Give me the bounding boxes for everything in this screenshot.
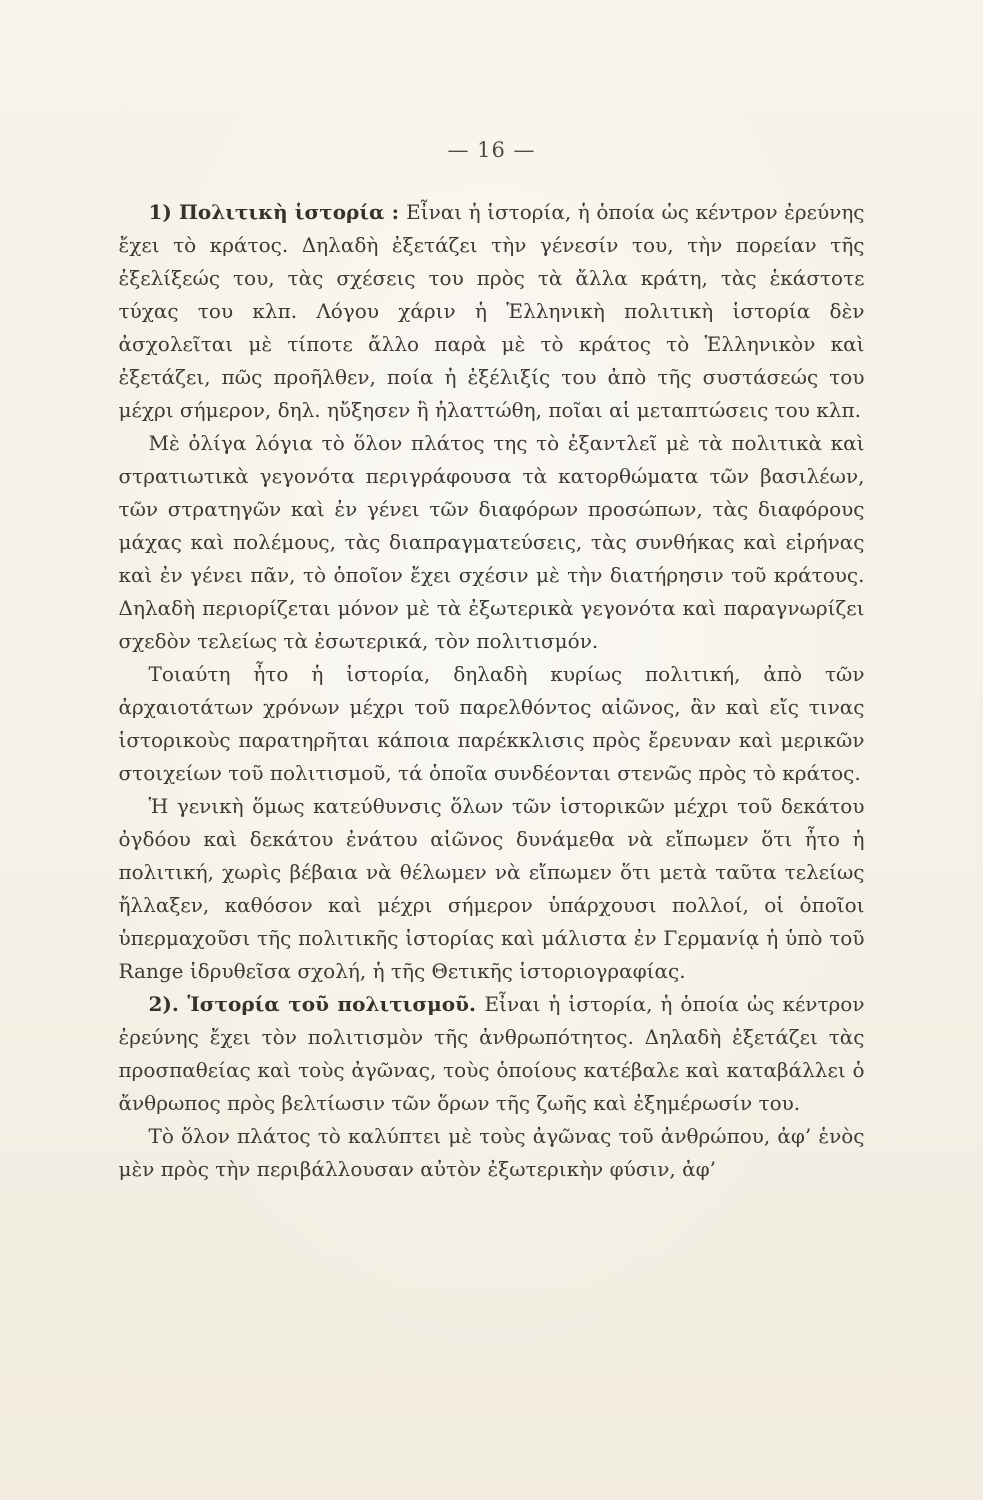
paragraph-lead: 2). Ἱστορία τοῦ πολιτισμοῦ. — [148, 992, 485, 1016]
paragraph-text: Τοιαύτη ἦτο ἡ ἱστορία, δηλαδὴ κυρίως πολιτική, ἀπὸ τῶν ἀρχαιοτάτων χρόνων μέχρι τοῦ παρελθόντος αἰῶνος, ἂν καὶ εἴς τινας ἱστορικοὺς παρατηρῆται κάποια παρέκκλισις πρὸς ἔρευναν καὶ μερικῶν στοιχείων τοῦ πολιτισμοῦ, τά ὁποῖα συνδέονται στενῶς πρὸς τὸ κράτος. — [118, 662, 865, 785]
paragraph-history-of-civilization — [119, 988, 865, 1120]
paragraph-text: Εἶναι ἡ ἱστορία, ἡ ὁποία ὡς κέντρον ἐρεύνης ἔχει τὸν πολιτισμὸν τῆς ἀνθρωπότητος. Δηλαδὴ ἐξετάζει τὰς προσπαθείας καὶ τοὺς ἀγῶνας, τοὺς ὁποίους κατέβαλε καὶ καταβάλλει ὁ ἄνθρωπος πρὸς βελτίωσιν τῶν ὅρων τῆς ζωῆς καὶ ἐξημέρωσίν του. — [118, 992, 865, 1115]
paragraph-text: Ἡ γενικὴ ὅμως κατεύθυνσις ὅλων τῶν ἱστορικῶν μέχρι τοῦ δεκάτου ὀγδόου καὶ δεκάτου ἐνάτου αἰῶνος δυνάμεθα νὰ εἴπωμεν ὅτι ἦτο ἡ πολιτική, χωρὶς βέβαια νὰ θέλωμεν νὰ εἴπωμεν ὅτι μετὰ ταῦτα τελείως ἤλλαξεν, καθόσον καὶ μέχρι σήμερον ὑπάρχουσι πολλοί, οἱ ὁποῖοι ὑπερμαχοῦσι τῆς πολιτικῆς ἱστορίας καὶ μάλιστα ἐν Γερμανίᾳ ἡ ὑπὸ τοῦ Range ἱδρυθεῖσα σχολή, ἡ τῆς Θετικῆς ἱστοριογραφίας. — [118, 794, 865, 983]
paragraph — [119, 427, 865, 658]
paragraph — [119, 790, 865, 988]
paragraph-text: Μὲ ὀλίγα λόγια τὸ ὅλον πλάτος της τὸ ἐξαντλεῖ μὲ τὰ πολιτικὰ καὶ στρατιωτικὰ γεγονότα περιγράφουσα τὰ κατορθώματα τῶν βασιλέων, τῶν στρατηγῶν καὶ ἐν γένει τῶν διαφόρων προσώπων, τὰς διαφόρους μάχας καὶ πολέμους, τὰς διαπραγματεύσεις, τὰς συνθήκας καὶ εἰρήνας καὶ ἐν γένει πᾶν, τὸ ὁποῖον ἔχει σχέσιν μὲ τὴν διατήρησιν τοῦ κράτους. Δηλαδὴ περιορίζεται μόνον μὲ τὰ ἐξωτερικὰ γεγονότα καὶ παραγνωρίζει σχεδὸν τελείως τὰ ἐσωτερικά, τὸν πολιτισμόν. — [118, 431, 865, 653]
paragraph-text: Τὸ ὅλον πλάτος τὸ καλύπτει μὲ τοὺς ἀγῶνας τοῦ ἀνθρώπου, ἀφ’ ἑνὸς μὲν πρὸς τὴν περιβάλλουσαν αὐτὸν ἐξωτερικὴν φύσιν, ἀφ’ — [118, 1124, 865, 1181]
paragraph — [119, 1120, 865, 1186]
paragraph-lead: 1) Πολιτικὴ ἱστορία : — [148, 200, 407, 224]
paragraph-political-history — [119, 196, 865, 427]
paragraph — [119, 658, 865, 790]
paragraph-text: Εἶναι ἡ ἱστορία, ἡ ὁποία ὡς κέντρον ἐρεύνης ἔχει τὸ κράτος. Δηλαδὴ ἐξετάζει τὴν γένεσίν του, τὴν πορείαν τῆς ἐξελίξεώς του, τὰς σχέσεις του πρὸς τὰ ἄλλα κράτη, τὰς ἑκάστοτε τύχας του κλπ. Λόγου χάριν ἡ Ἑλληνικὴ πολιτικὴ ἱστορία δὲν ἀσχολεῖται μὲ τίποτε ἄλλο παρὰ μὲ τὸ κράτος τὸ Ἑλληνικὸν καὶ ἐξετάζει, πῶς προῆλθεν, ποία ἡ ἐξέλιξίς του ἀπὸ τῆς συστάσεώς του μέχρι σήμερον, δηλ. ηὔξησεν ἢ ἠλαττώθη, ποῖαι αἱ μεταπτώσεις του κλπ. — [118, 200, 865, 422]
page-number: — 16 — — [447, 138, 536, 162]
page-content — [119, 196, 865, 1186]
